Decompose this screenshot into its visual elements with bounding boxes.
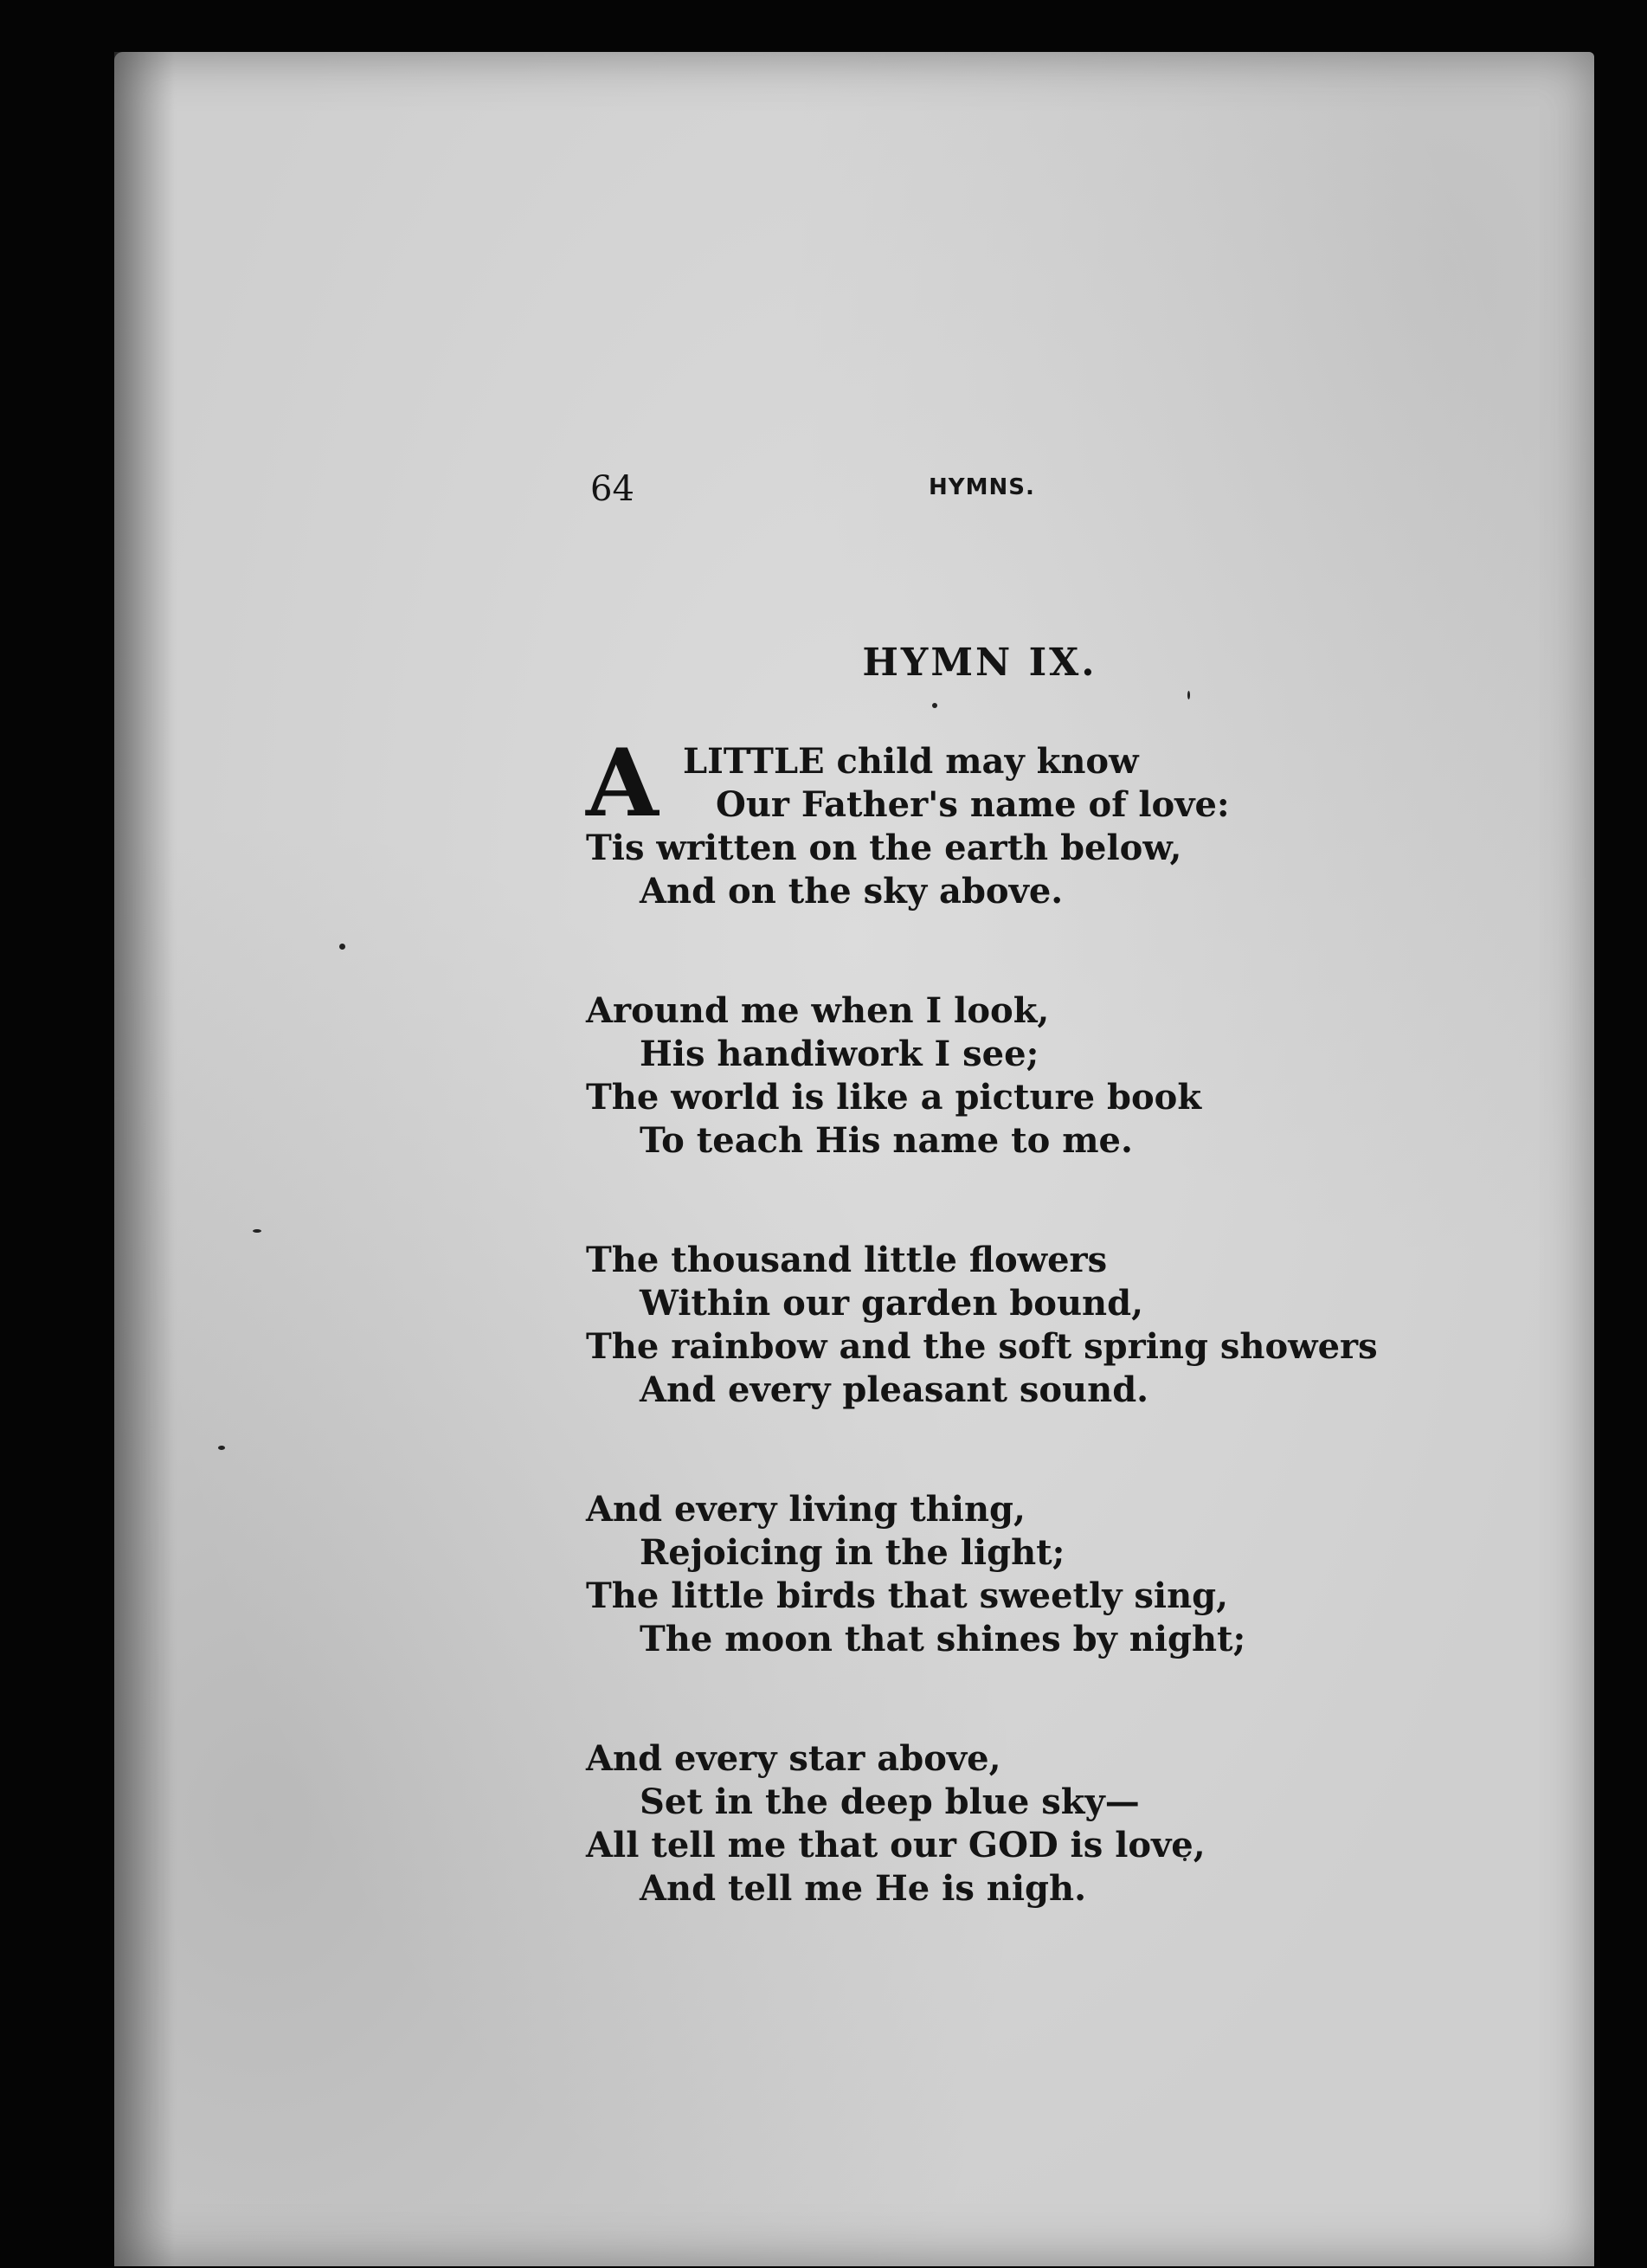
verse-line: Set in the deep blue sky— (640, 1782, 1140, 1822)
page-number: 64 (590, 469, 634, 509)
verse-line: The world is like a picture book (586, 1077, 1202, 1118)
scan-speck (1187, 691, 1190, 699)
stanza-3 (586, 1239, 1451, 1412)
verse-line: To teach His name to me. (640, 1120, 1133, 1161)
verse-line: Within our garden bound, (640, 1283, 1144, 1324)
verse-line: His handiwork I see; (640, 1034, 1039, 1074)
scan-speck (218, 1446, 225, 1450)
verse-line: LITTLE child may know (683, 741, 1139, 782)
verse-line: The thousand little flowers (586, 1240, 1108, 1280)
verse-line: Rejoicing in the light; (640, 1532, 1065, 1573)
book-page (114, 52, 1594, 2266)
stanza-4 (586, 1488, 1451, 1661)
scan-speck (339, 944, 345, 950)
verse-line: Around me when I look, (586, 990, 1050, 1031)
hymn-title: HYMN IX. (862, 641, 1097, 685)
stanza-5 (586, 1737, 1451, 1910)
page-edge-shadow (114, 52, 175, 2266)
verse-line: The moon that shines by night; (640, 1619, 1246, 1659)
running-head: HYMNS. (929, 474, 1035, 500)
verse-line: And every pleasant sound. (640, 1369, 1149, 1410)
verse-line: And tell me He is nigh. (640, 1868, 1087, 1909)
verse-line: And every living thing, (586, 1489, 1026, 1530)
verse-line: And on the sky above. (640, 871, 1064, 912)
stanza-1 (586, 729, 1451, 913)
verse-line: The little birds that sweetly sing, (586, 1575, 1229, 1616)
stanza-2 (586, 989, 1451, 1163)
verse-line: The rainbow and the soft spring showers (586, 1326, 1378, 1367)
page-header (590, 469, 1110, 512)
verse-line: All tell me that our GOD is love, (586, 1825, 1206, 1865)
verse-line: Our Father's name of love: (716, 784, 1230, 825)
verse-line: Tis written on the earth below, (586, 828, 1182, 868)
hymn-text (586, 729, 1451, 1987)
scan-speck (253, 1229, 261, 1233)
verse-line: And every star above, (586, 1738, 1001, 1779)
drop-cap: A (586, 729, 659, 838)
dot-mark (932, 703, 937, 708)
